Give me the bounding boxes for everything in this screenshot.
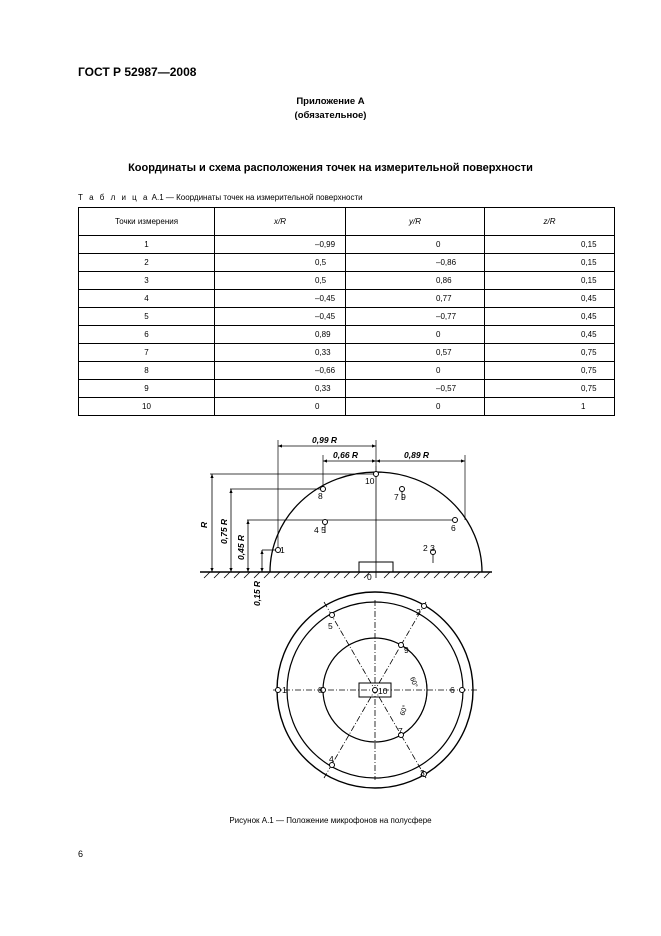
elev-label-45: 4 5 xyxy=(314,525,326,535)
plan-point-1 xyxy=(276,688,281,693)
elev-label-10: 10 xyxy=(365,476,375,486)
ground-hatching xyxy=(204,572,490,578)
header-z: z/R xyxy=(485,208,615,236)
cell-x: 0,5 xyxy=(215,254,346,272)
origin-label: 0 xyxy=(367,572,372,582)
document-header: ГОСТ Р 52987—2008 xyxy=(78,65,197,79)
cell-x: 0,33 xyxy=(215,380,346,398)
cell-z: 0,45 xyxy=(485,290,615,308)
cell-point: 7 xyxy=(79,344,215,362)
cell-x: 0 xyxy=(215,398,346,416)
cell-z: 0,45 xyxy=(485,308,615,326)
table-row xyxy=(79,380,615,398)
plan-label-4: 4 xyxy=(329,754,334,764)
table-row xyxy=(79,236,615,254)
table-row xyxy=(79,308,615,326)
coordinates-table xyxy=(78,207,615,416)
plan-label-6: 6 xyxy=(450,685,455,695)
table-header-row xyxy=(79,208,615,236)
cell-y: 0,86 xyxy=(346,272,485,290)
table-caption-text: А.1 — Координаты точек на измерительной поверхности xyxy=(149,193,363,202)
elev-point-45 xyxy=(323,520,328,525)
table-row xyxy=(79,362,615,380)
dim-label-066R: 0,66 R xyxy=(333,450,359,460)
cell-y: 0 xyxy=(346,362,485,380)
cell-y: 0,77 xyxy=(346,290,485,308)
cell-y: –0,57 xyxy=(346,380,485,398)
plan-label-3: 3 xyxy=(420,768,425,778)
plan-point-9 xyxy=(399,643,404,648)
elev-label-1: 1 xyxy=(280,545,285,555)
table-row xyxy=(79,344,615,362)
cell-z: 1 xyxy=(485,398,615,416)
dim-label-015R: 0,15 R xyxy=(252,580,262,606)
table-body xyxy=(79,236,615,416)
dim-label-045R: 0,45 R xyxy=(236,534,246,560)
plan-point-2 xyxy=(422,604,427,609)
table-row xyxy=(79,398,615,416)
cell-x: –0,45 xyxy=(215,308,346,326)
dim-label-099R: 0,99 R xyxy=(312,435,338,445)
plan-label-7: 7 xyxy=(398,726,403,736)
plan-label-9: 9 xyxy=(404,645,409,655)
cell-x: 0,33 xyxy=(215,344,346,362)
cell-point: 2 xyxy=(79,254,215,272)
plan-point-6 xyxy=(460,688,465,693)
plan-label-8: 8 xyxy=(318,685,323,695)
cell-x: –0,45 xyxy=(215,290,346,308)
plan-point-5 xyxy=(330,613,335,618)
dim-label-075R: 0,75 R xyxy=(219,518,229,544)
cell-x: 0,89 xyxy=(215,326,346,344)
cell-z: 0,75 xyxy=(485,344,615,362)
cell-y: 0 xyxy=(346,398,485,416)
cell-point: 1 xyxy=(79,236,215,254)
page-number: 6 xyxy=(78,849,84,859)
cell-z: 0,15 xyxy=(485,254,615,272)
dim-label-089R: 0,89 R xyxy=(404,450,430,460)
cell-z: 0,75 xyxy=(485,362,615,380)
table-caption xyxy=(78,193,363,202)
cell-x: 0,5 xyxy=(215,272,346,290)
angle-label-1: 60° xyxy=(408,676,419,689)
elev-label-79: 7 9 xyxy=(394,492,406,502)
dim-label-R: R xyxy=(199,521,209,528)
elev-label-23: 2 3 xyxy=(423,543,435,553)
header-points: Точки измерения xyxy=(79,208,215,236)
plan-point-10 xyxy=(373,688,378,693)
cell-point: 8 xyxy=(79,362,215,380)
table-caption-prefix: Т а б л и ц а xyxy=(78,193,150,202)
table-row xyxy=(79,272,615,290)
table-row xyxy=(79,254,615,272)
cell-point: 4 xyxy=(79,290,215,308)
cell-x: –0,99 xyxy=(215,236,346,254)
cell-point: 10 xyxy=(79,398,215,416)
table-row xyxy=(79,326,615,344)
cell-x: –0,66 xyxy=(215,362,346,380)
annex-status: (обязательное) xyxy=(294,110,367,121)
cell-y: –0,86 xyxy=(346,254,485,272)
plan-label-10: 10 xyxy=(378,686,388,696)
table-row xyxy=(79,290,615,308)
elev-label-8: 8 xyxy=(318,491,323,501)
header-y: y/R xyxy=(346,208,485,236)
annex-title: Приложение А xyxy=(296,96,365,107)
plan-label-2: 2 xyxy=(416,607,421,617)
microphone-positions-figure xyxy=(0,420,661,815)
section-title: Координаты и схема расположения точек на измерительной поверхности xyxy=(128,162,533,174)
plan-label-5: 5 xyxy=(328,621,333,631)
cell-z: 0,45 xyxy=(485,326,615,344)
angle-label-2: 60° xyxy=(399,704,410,717)
cell-z: 0,15 xyxy=(485,272,615,290)
cell-point: 9 xyxy=(79,380,215,398)
cell-y: 0,57 xyxy=(346,344,485,362)
cell-z: 0,15 xyxy=(485,236,615,254)
cell-point: 5 xyxy=(79,308,215,326)
cell-y: 0 xyxy=(346,236,485,254)
elev-point-6 xyxy=(453,518,458,523)
figure-caption: Рисунок А.1 — Положение микрофонов на полусфере xyxy=(229,816,432,825)
cell-y: –0,77 xyxy=(346,308,485,326)
plan-label-1: 1 xyxy=(282,685,287,695)
cell-y: 0 xyxy=(346,326,485,344)
header-x: x/R xyxy=(215,208,346,236)
cell-z: 0,75 xyxy=(485,380,615,398)
cell-point: 3 xyxy=(79,272,215,290)
cell-point: 6 xyxy=(79,326,215,344)
elev-label-6: 6 xyxy=(451,523,456,533)
plan-view xyxy=(273,592,477,788)
elev-point-79 xyxy=(400,487,405,492)
